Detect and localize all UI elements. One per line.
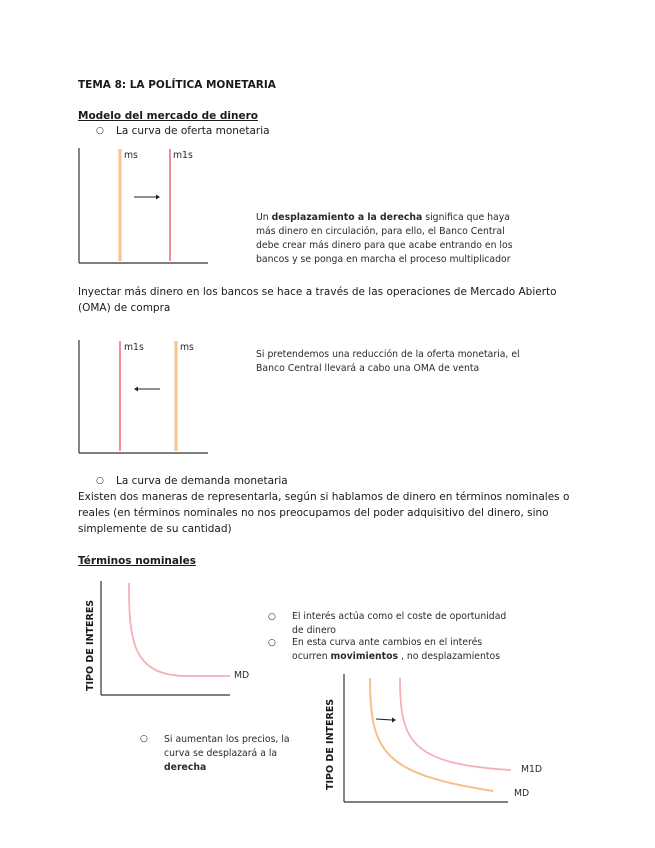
- section-heading-money-market: Modelo del mercado de dinero: [78, 110, 258, 122]
- bullet-circle-icon: ○: [268, 638, 276, 648]
- bullet-supply-curve: La curva de oferta monetaria: [116, 125, 270, 137]
- y-axis-label-2: TIPO DE INTERES: [325, 698, 336, 790]
- arrow-right-head: [392, 718, 396, 723]
- label-m1s: m1s: [173, 150, 193, 161]
- chart2-text-line2: Banco Central llevará a cabo una OMA de venta: [256, 363, 480, 374]
- label-ms-2: ms: [180, 342, 194, 353]
- demand-paragraph-line2: reales (en términos nominales no nos preocupamos del poder adquisitivo del dinero, sino: [78, 507, 549, 519]
- bullet-circle-icon: ○: [140, 734, 148, 744]
- oma-paragraph-line2: (OMA) de compra: [78, 302, 171, 314]
- demand-paragraph-line3: simplemente de su cantidad): [78, 523, 232, 535]
- arrow-right-head: [156, 195, 160, 200]
- demand-shift-chart: [343, 672, 523, 807]
- demand-curve-m1d: [400, 678, 511, 770]
- supply-shift-left-chart: [78, 338, 218, 458]
- bullet-circle-icon: ○: [96, 126, 104, 136]
- bullet-circle-icon: ○: [96, 476, 104, 486]
- note1-line1: El interés actúa como el coste de oportunidad: [292, 611, 507, 622]
- chart2-text-line1: Si pretendemos una reducción de la oferta monetaria, el: [256, 349, 520, 360]
- section-heading-nominal: Términos nominales: [78, 555, 196, 567]
- m1d-label: M1D: [521, 764, 543, 775]
- bullet-demand-curve: La curva de demanda monetaria: [116, 475, 288, 487]
- arrow-right-icon: [376, 719, 392, 720]
- chart1-text-line3: debe crear más dinero para que acabe entrando en los: [256, 240, 513, 251]
- demand-curve-md: [129, 583, 230, 676]
- chart1-text-line2: más dinero en circulación, para ello, el Banco Central: [256, 226, 505, 237]
- y-axis-label: TIPO DE INTERES: [85, 599, 96, 691]
- note1-line2: de dinero: [292, 625, 336, 636]
- note3-line1: Si aumentan los precios, la: [164, 734, 290, 745]
- chart1-text-line1: Un desplazamiento a la derecha significa que haya: [256, 212, 510, 223]
- arrow-left-head: [134, 387, 138, 392]
- page-title: TEMA 8: LA POLÍTICA MONETARIA: [78, 79, 276, 91]
- note2-line2: ocurren movimientos , no desplazamientos: [292, 651, 501, 662]
- oma-paragraph-line1: Inyectar más dinero en los bancos se hace a través de las operaciones de Mercado Abierto: [78, 286, 557, 298]
- chart1-text-line4: bancos y se ponga en marcha el proceso multiplicador: [256, 254, 511, 265]
- label-ms: ms: [124, 150, 138, 161]
- demand-paragraph-line1: Existen dos maneras de representarla, según si hablamos de dinero en términos nominales o: [78, 491, 570, 503]
- md-label-2: MD: [514, 788, 530, 799]
- note3-line2: curva se desplazará a la: [164, 748, 278, 759]
- note3-line3: derecha: [164, 762, 207, 773]
- demand-curve-md: [370, 678, 493, 791]
- label-m1s-2: m1s: [124, 342, 144, 353]
- bullet-circle-icon: ○: [268, 612, 276, 622]
- md-label: MD: [234, 670, 250, 681]
- supply-shift-right-chart: [78, 146, 218, 268]
- note2-line1: En esta curva ante cambios en el interés: [292, 637, 483, 648]
